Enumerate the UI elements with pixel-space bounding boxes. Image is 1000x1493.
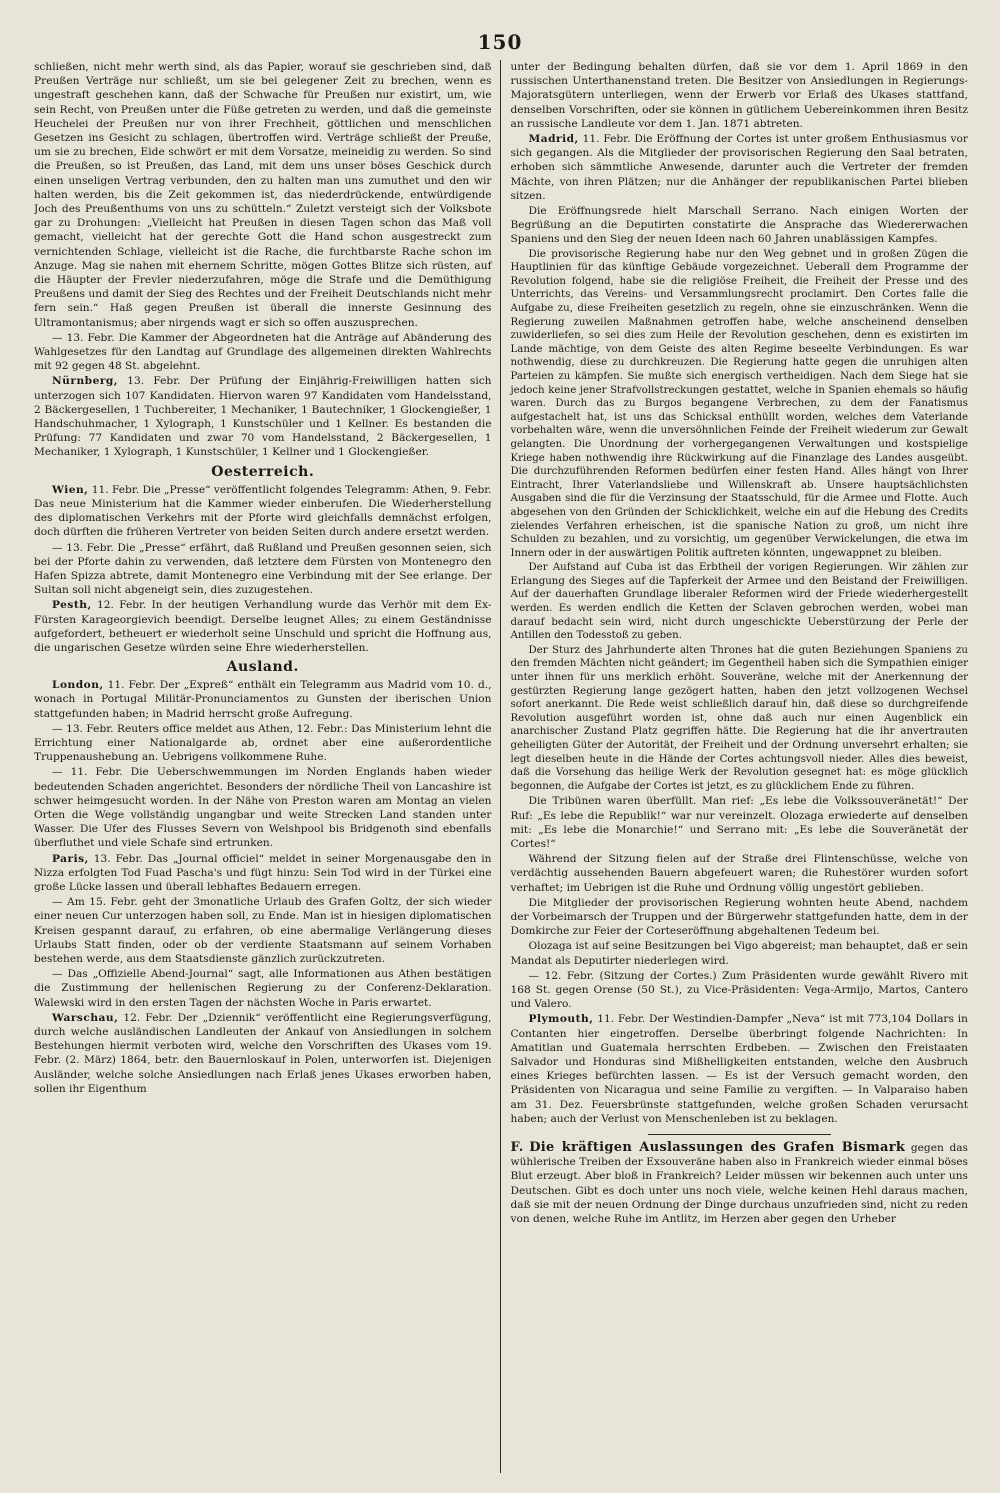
article-paragraph: — Das „Offizielle Abend-Journal“ sagt, alle Informationen aus Athen bestätigen die Zustimmung der hellenischen Regierung zu der Conferenz-Deklaration. Walewski wird in den ersten Tagen der nächsten Woche in Paris erwartet. bbox=[34, 968, 492, 1009]
article-paragraph: Die Eröffnungsrede hielt Marschall Serrano. Nach einigen Worten der Begrüßung an die Deputirten constatirte die Ansprache das Wiedererwachen Spaniens und den Sieg der neuen Ideen nach 60 Jahren unablässigen Kampfes. bbox=[510, 205, 968, 246]
feature-article bbox=[511, 1141, 969, 1226]
article-paragraph: Die Tribünen waren überfüllt. Man rief: „Es lebe die Volkssouveränetät!“ Der Ruf: „Es lebe die Republik!“ war nur vereinzelt. Olozaga erwiederte auf denselben mit: „Es lebe die Monarchie!“ und Serrano mit: „Es lebe die Souveränetät der Cortes!“ bbox=[510, 795, 968, 850]
article-text: 13. Febr. Das „Journal officiel“ meldet in seiner Morgenausgabe den in Nizza erfolgten Tod Fuad Pascha's und fügt hinzu: Sein Tod wird in der Türkei eine große Lücke lassen und überall lebhaftes Bedauern erregen. bbox=[34, 852, 492, 893]
speech-paragraph: Der Aufstand auf Cuba ist das Erbtheil der vorigen Regierungen. Wir zählen zur Erlangung des Sieges auf die Tapferkeit der Armee und den Beistand der Freiwilligen. Auf der dauerhaften Grundlage liberaler Reformen wird der Friede wiederhergestellt werden. Es werden endlich die Ketten der Sclaven gebrochen werden, wobei man darauf bedacht sein wird, nicht durch ungeschickte Ueberstürzung der Perle der Antillen den Todesstoß zu geben. bbox=[510, 562, 968, 642]
article-paragraph: — 13. Febr. Reuters office meldet aus Athen, 12. Febr.: Das Ministerium lehnt die Errichtung einer Nationalgarde ab, ordnet aber eine außerordentliche Truppenaushebung an. Uebrigens vollkommene Ruhe. bbox=[34, 722, 492, 764]
left-column bbox=[34, 60, 500, 1473]
feature-marker: F. bbox=[510, 1140, 524, 1156]
page-number: 150 bbox=[477, 30, 523, 54]
article-pesth bbox=[34, 598, 492, 655]
article-wien bbox=[34, 483, 492, 540]
article-text: 12. Febr. Der „Dziennik“ veröffentlicht eine Regierungsverfügung, durch welche ausländischen Landleuten der Ankauf von Ansiedlungen in solchem Bestehungen hiermit verboten wird, welche den Vorschriften des Ukases vom 19. Febr. (2. März) 1864, betr. den Bauernloskauf in Polen, unterworfen ist. Diejenigen Ausländer, welche solche Ansiedlungen nach Erlaß jenes Ukases erworben haben, sollen ihr Eigenthum bbox=[34, 1011, 492, 1095]
article-paragraph: Die Mitglieder der provisorischen Regierung wohnten heute Abend, nachdem der Vorbeimarsch der Truppen und der Bürgerwehr stattgefunden hatte, dem in der Domkirche zur Feier der Corteseröffnung abgehaltenen Tedeum bei. bbox=[510, 896, 968, 938]
article-paragraph: Olozaga ist auf seine Besitzungen bei Vigo abgereist; man behauptet, daß er sein Mandat als Deputirter niederlegen wird. bbox=[510, 940, 968, 967]
article-text: 11. Febr. Die „Presse“ veröffentlicht folgendes Telegramm: Athen, 9. Febr. Das neue Ministerium hat die Kammer wieder einberufen. Die Wiederherstellung des diplomatischen Verkehrs mit der Pforte wird gleichfalls demnächst erfolgen, doch dürften die früheren Vertreter von beiden Seiten durch andere ersetzt werden. bbox=[34, 483, 492, 539]
dateline-place: Plymouth, bbox=[528, 1013, 594, 1026]
right-column bbox=[500, 60, 969, 1473]
article-paragraph: — Am 15. Febr. geht der 3monatliche Urlaub des Grafen Goltz, der sich wieder einer neuen Cur unterzogen haben soll, zu Ende. Man ist in hiesigen diplomatischen Kreisen gespannt darauf, zu erfahren, ob eine abermalige Verlängerung dieses Urlaubs Statt finden, oder ob der verdiente Staatsmann auf seinem Vorhaben bestehen werde, aus dem Staatsdienste gänzlich zurückzutreten. bbox=[34, 896, 492, 965]
article-warschau bbox=[34, 1011, 492, 1096]
dateline-place: Wien, bbox=[52, 483, 89, 496]
speech-paragraph: Der Sturz des Jahrhunderte alten Thrones hat die guten Beziehungen Spaniens zu den fremden Mächten nicht geändert; im Gegentheil haben sich die Sympathien einiger unter ihnen für uns merklich erhöht. Souveräne, welche mit der Anerkennung der gestürzten Regierung lange gezögert hatten, haben den jetzt vollzogenen Wechsel sofort anerkannt. Die Rede weist schließlich darauf hin, daß diese so durchgreifende Revolution ausgeführt worden ist, ohne daß auch nur einen Augenblick ein anarchischer Zustand Platz gegriffen hätte. Die Regierung hat die ihr anvertrauten geheiligten Güter der Autorität, der Freiheit und der Ordnung unversehrt erhalten; sie legt dieselben heute in die Hände der Cortes achtungsvoll nieder. Alles dies beweist, daß die Vorsehung das heilige Werk der Revolution gesegnet hat: es möge glücklich begonnen, die Aufgabe der Cortes ist jetzt, es zu glücklichem Ende zu führen. bbox=[510, 644, 968, 792]
article-text: 13. Febr. Der Prüfung der Einjährig-Freiwilligen hatten sich unterzogen sich 107 Kandidaten. Hiervon waren 97 Kandidaten vom Handelsstand, 2 Bäckergesellen, 1 Tuchbereiter, 1 Mechaniker, 1 Bautechniker, 1 Glockengießer, 1 Handschuhmacher, 1 Xylograph, 1 Kunstschüler und 1 Kellner. Es bestanden die Prüfung: 77 Kandidaten und zwar 70 vom Handelsstand, 2 Bäckergesellen, 1 Mechaniker, 1 Xylograph, 1 Kunstschüler, 1 Kellner und 1 Glockengießer. bbox=[34, 375, 492, 459]
dateline-place: Nürnberg, bbox=[52, 375, 118, 388]
article-text: 11. Febr. Die Eröffnung der Cortes ist unter großem Enthusiasmus vor sich gegangen. Als die Mitglieder der provisorischen Regierung den Saal betraten, erhoben sich sämmtliche Anwesende, darunter auch die Vertreter der fremden Mächte, von ihren Plätzen; nur die Anhänger der republikanischen Partei blieben sitzen. bbox=[510, 133, 968, 202]
feature-title: Die kräftigen Auslassungen des Grafen Bismark bbox=[529, 1140, 906, 1156]
text-columns bbox=[34, 60, 968, 1473]
article-continuation: schließen, nicht mehr werth sind, als das Papier, worauf sie geschrieben sind, daß Preußen Verträge nur schließt, um sie bei gelegener Zeit zu brechen, wenn es ungestraft geschehen kann, daß der Schwache für Preußen nur existirt, um, wie sein Recht, von Preußen unter die Füße getreten zu werden, und daß die gemeinste Heuchelei der Preußen nur von ihrer Frechheit, göttlichen und menschlichen Gesetzen ins Gesicht zu schlagen, übertroffen wird. Verträge schließt der Preuße, um sie zu brechen, Eide schwört er mit dem Vorsatze, meineidig zu werden. So sind die Preußen, so ist Preußen, das Land, mit dem uns unser böses Geschick durch einen unseligen Vertrag verbunden, den zu halten man uns zumuthet und den wir halten werden, bis die Zeit gekommen ist, das niederdrückende, entwürdigende Joch des Preußenthums von uns zu schütteln.“ Zuletzt versteigt sich der Volksbote gar zu Drohungen: „Vielleicht hat Preußen in diesen Tagen schon das Maß voll gemacht, vielleicht hat der gerechte Gott die Hand schon ausgestreckt zum vernichtenden Schlage, vielleicht ist die Rache, die furchtbarste Rache schon im Anzuge. Mag sie nahen mit ehernem Schritte, mögen Gottes Blitze sich rüsten, auf die Häupter der Frevler niederzufahren, möge die Strafe und die Demüthigung Preußens und damit der Sieg des Rechtes und der Freiheit Deutschlands nicht mehr fern sein.“ Haß gegen Preußen ist überall die innerste Gesinnung des Ultramontanismus; aber nirgends wagt er sich so offen auszusprechen. bbox=[34, 61, 492, 329]
article-text: 11. Febr. Der „Expreß“ enthält ein Telegramm aus Madrid vom 10. d., wonach in Portugal Militär-Pronunciamentos zu Gunsten der iberischen Union stattgefunden haben; in Madrid herrscht große Aufregung. bbox=[34, 679, 492, 720]
dateline-place: Madrid, bbox=[528, 133, 579, 146]
article-paragraph: — 11. Febr. Die Ueberschwemmungen im Norden Englands haben wieder bedeutenden Schaden angerichtet. Besonders der nördliche Theil von Lancashire ist schwer heimgesucht worden. In der Nähe von Preston waren am Montag an vielen Orten die Wege vollständig ungangbar und weite Strecken Land standen unter Wasser. Die Ufer des Flusses Severn von Welshpool bis Bridgenoth sind ebenfalls überfluthet und viele Schafe sind ertrunken. bbox=[34, 766, 492, 850]
dateline-place: Paris, bbox=[52, 852, 89, 865]
dateline-place: Warschau, bbox=[52, 1011, 119, 1024]
dateline-place: London, bbox=[52, 679, 104, 692]
article-paragraph: — 13. Febr. Die Kammer der Abgeordneten hat die Anträge auf Abänderung des Wahlgesetzes für den Landtag auf Grundlage des allgemeinen direkten Wahlrechts mit 92 gegen 48 St. abgelehnt. bbox=[34, 331, 492, 373]
article-continuation: unter der Bedingung behalten dürfen, daß sie vor dem 1. April 1869 in den russischen Unterthanenstand treten. Die Besitzer von Ansiedlungen in Regierungs-Majoratsgütern unterliegen, wenn der Erwerb vor Erlaß des Ukases stattfand, denselben Vorschriften, oder sie können in gütlichem Uebereinkommen ihren Besitz an russische Landleute vor dem 1. Jan. 1871 abtreten. bbox=[510, 61, 968, 130]
dateline-place: Pesth, bbox=[52, 599, 92, 612]
article-london bbox=[34, 678, 492, 721]
section-heading-oesterreich: Oesterreich. bbox=[211, 463, 315, 480]
section-divider bbox=[648, 1134, 831, 1135]
article-text: 12. Febr. In der heutigen Verhandlung wurde das Verhör mit dem Ex-Fürsten Karageorgievich beendigt. Derselbe leugnet Alles; zu einem Geständnisse aufgefordert, betheuert er wiederholt seine Unschuld und spricht die Hoffnung aus, die ungarischen Gesetze würden seine Ehre wiederherstellen. bbox=[34, 599, 492, 654]
article-text: 11. Febr. Der Westindien-Dampfer „Neva“ ist mit 773,104 Dollars in Contanten hier eingetroffen. Derselbe überbringt folgende Nachrichten: In Amatitlan und Guatemala herrschten Erdbeben. — Zwischen den Freistaaten Salvador und Honduras sind Mißhelligkeiten entstanden, welche den Ausbruch eines Krieges befürchten lassen. — Es ist der Versuch gemacht worden, den Präsidenten von Nicaragua und seine Familie zu vergiften. — In Valparaiso haben am 31. Dez. Feuersbrünste stattgefunden, welche großen Schaden verursacht haben; auch der Verlust von Menschenleben ist zu beklagen. bbox=[510, 1013, 968, 1125]
article-paragraph: Während der Sitzung fielen auf der Straße drei Flintenschüsse, welche von verdächtig aussehenden Bauern abgefeuert waren; die Ruhestörer wurden sofort verhaftet; im Uebrigen ist die Ruhe und Ordnung völlig ungestört geblieben. bbox=[510, 853, 968, 894]
article-paragraph: — 13. Febr. Die „Presse“ erfährt, daß Rußland und Preußen gesonnen seien, sich bei der Pforte dahin zu verwenden, daß letztere dem Fürsten von Montenegro den Hafen Spizza abtrete, damit Montenegro eine Verbindung mit der See erlange. Der Sultan soll nicht abgeneigt sein, dies zuzugestehen. bbox=[34, 541, 492, 597]
article-paris bbox=[34, 852, 492, 895]
article-paragraph: — 12. Febr. (Sitzung der Cortes.) Zum Präsidenten wurde gewählt Rivero mit 168 St. gegen Orense (50 St.), zu Vice-Präsidenten: Vega-Armijo, Martos, Cantero und Valero. bbox=[510, 969, 968, 1011]
speech-paragraph: Die provisorische Regierung habe nur den Weg gebnet und in großen Zügen die Hauptlinien für das künftige Gebäude vorgezeichnet. Ueberall dem Programme der Revolution folgend, habe sie die religiöse Freiheit, die Freiheit der Presse und des Unterrichts, das Vereins- und Versammlungsrecht proclamirt. Den Cortes falle die Aufgabe zu, diese Freiheiten gesetzlich zu regeln, ohne sie einzuschränken. Wenn die Regierung zuweilen Maßnahmen getroffen habe, welche anscheinend denselben zuwiderliefen, so sei dies zum Heile der Revolution geschehen, denn es existirten im Lande mächtige, von dem Geiste des alten Regime beseelte Verbindungen. Es war nothwendig, diese zu durchkreuzen. Die Regierung hatte gegen die unruhigen alten Parteien zu kämpfen. Sie mußte sich energisch vertheidigen. Nach dem Siege hat sie jedoch keine jener Strafvollstreckungen gestattet, welche in Spanien ehemals so häufig waren. Durch das zu Burgos begangene Verbrechen, zu dem der Fanatismus aufgestachelt hat, ist uns das Schicksal enthüllt worden, welches dem Vaterlande vorbehalten wäre, wenn die unversöhnlichen Feinde der Freiheit wiederum zur Gewalt gelangten. Die Unordnung der vorhergegangenen Verwaltungen und kostspielige Kriege haben nothwendig ihre Rückwirkung auf die Finanzlage des Landes ausgeübt. Die durchzuführenden Reformen bedürfen einer festen Hand. Alles hängt von Ihrer Eintracht, Ihrer Vaterlandsliebe und Willenskraft ab. Unsere hauptsächlichsten Ausgaben sind die für die Verzinsung der Staatsschuld, für die Armee und Flotte. Auch abgesehen von den Gründen der Schicklichkeit, welche ein auf die Hebung des Credits zielendes Verfahren erheischen, ist die spanische Nation zu groß, um nicht ihre Schulden zu bezahlen, und zu vorsichtig, um gegenüber Verwickelungen, die etwa im Innern oder in der auswärtigen Politik auftreten könnten, ungewappnet zu bleiben. bbox=[510, 248, 968, 559]
article-plymouth bbox=[511, 1012, 969, 1126]
article-madrid bbox=[511, 132, 969, 203]
article-nuernberg bbox=[34, 374, 492, 459]
feature-text: gegen das wühlerische Treiben der Exsouveräne haben also in Frankreich wieder einmal böses Blut erzeugt. Aber bloß in Frankreich? Leider müssen wir bekennen auch unter uns Deutschen. Gibt es doch unter uns noch viele, welche keinen Hehl daraus machen, daß sie mit der neuen Ordnung der Dinge durchaus unzufrieden sind, nicht zu reden von denen, welche Ruhe im Antlitz, im Herzen aber gegen den Urheber bbox=[510, 1142, 968, 1226]
section-heading-ausland: Ausland. bbox=[226, 659, 299, 676]
